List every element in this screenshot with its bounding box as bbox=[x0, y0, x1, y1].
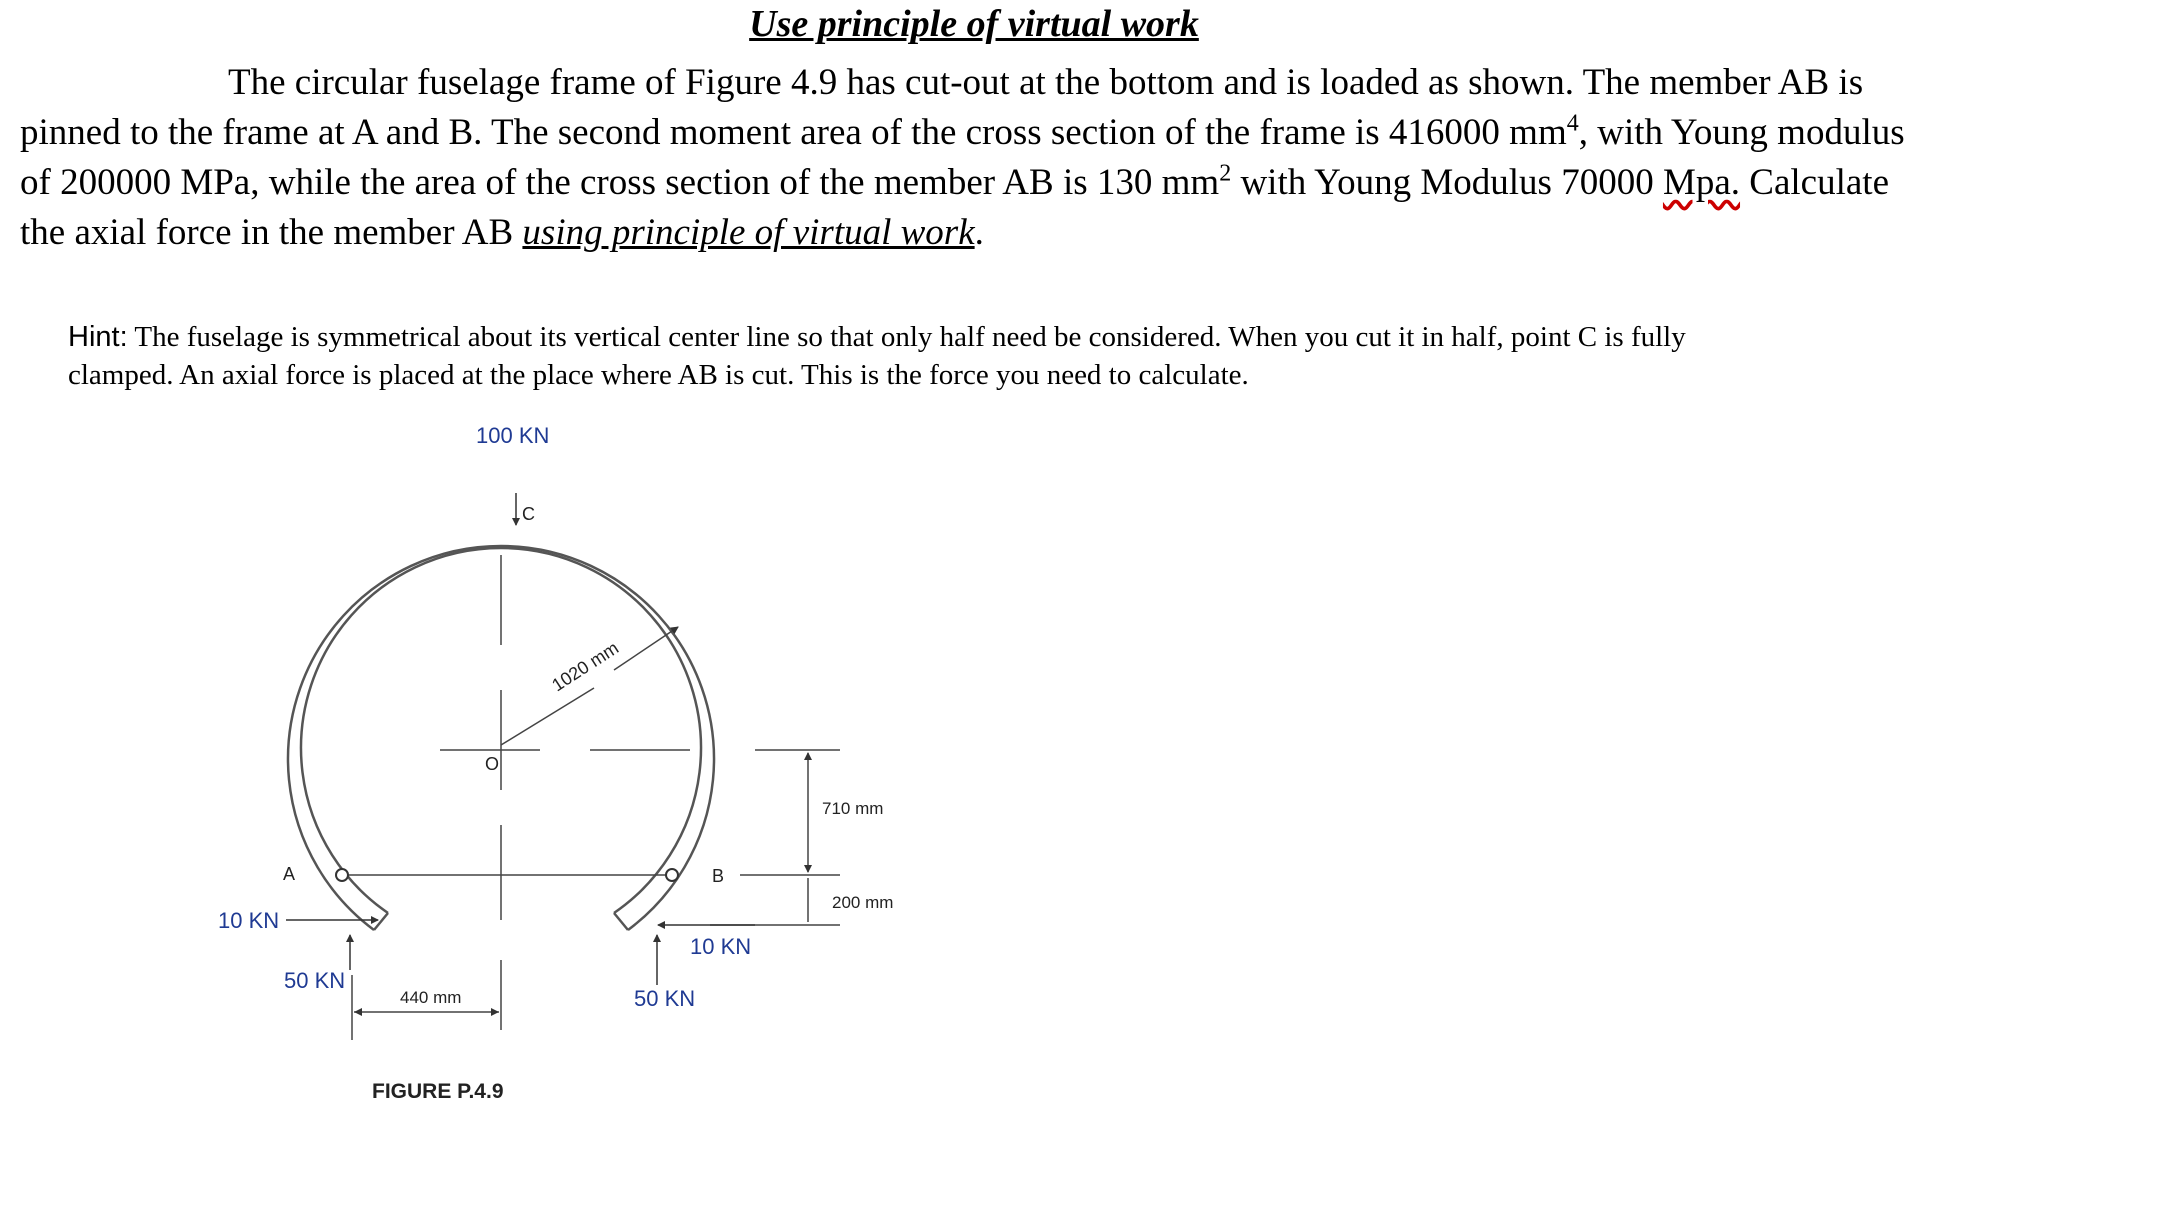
label-a: A bbox=[283, 864, 296, 884]
problem-statement: The circular fuselage frame of Figure 4.9 has cut-out at the bottom and is loaded as shown. The member AB is pinned to the frame at A and B. The second moment area of the cross section of the frame is 416000 $mm^4$, with Young modulus of 200000 MPa, while the area of the cross section of the member AB is 130 $mm^2$ with Young Modulus 70000 Mpa. Calculate the axial force in the member AB using principle of virtual work. bbox=[20, 62, 1905, 253]
virtual-work-phrase: using principle of virtual work bbox=[522, 212, 975, 253]
label-c: C bbox=[522, 504, 535, 524]
hint-paragraph: Hint: The fuselage is symmetrical about its vertical center line so that only half need be considered. When you cut it in half, point C is fully clamped. An axial force is placed at the place where AB is cut. This is the force you need to calculate. bbox=[68, 321, 1686, 391]
load-left-h-label: 10 KN bbox=[218, 908, 280, 933]
radius-label: 1020 mm bbox=[548, 637, 623, 696]
hint-label: Hint: bbox=[68, 321, 128, 353]
label-b: B bbox=[712, 866, 725, 886]
dim-710-label: 710 mm bbox=[822, 799, 884, 818]
radius-line bbox=[501, 688, 594, 745]
load-right-v-label: 50 KN bbox=[634, 986, 696, 1011]
load-right-h-label: 10 KN bbox=[690, 934, 752, 959]
load-top-label: 100 KN bbox=[476, 423, 550, 448]
spellcheck-word: Mpa. bbox=[1662, 162, 1741, 203]
pin-b bbox=[666, 869, 678, 881]
dim-200-label: 200 mm bbox=[832, 893, 894, 912]
figure-caption: FIGURE P.4.9 bbox=[372, 1080, 504, 1103]
label-o: O bbox=[485, 754, 500, 774]
dim-440-label: 440 mm bbox=[400, 988, 462, 1007]
page-title: Use principle of virtual work bbox=[749, 3, 1199, 45]
pin-a bbox=[336, 869, 348, 881]
load-left-v-label: 50 KN bbox=[284, 968, 346, 993]
